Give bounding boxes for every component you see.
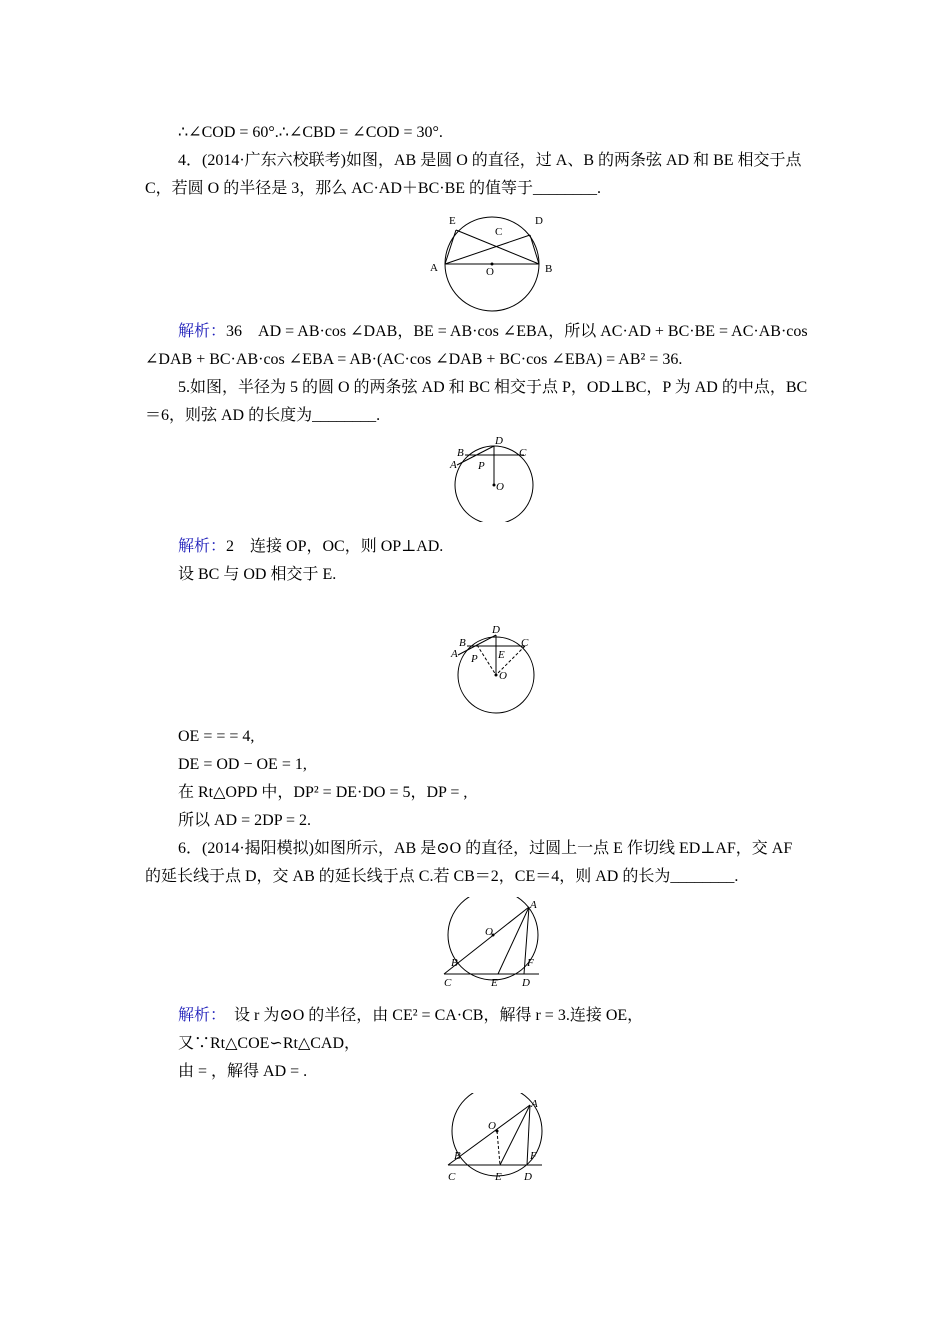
- solution-6-line-3: 由 = ，解得 AD = .: [178, 1063, 308, 1080]
- problem-5-line-2: ＝6，则弦 AD 的长度为________.: [145, 407, 381, 424]
- solution-5-line-2: 设 BC 与 OD 相交于 E.: [178, 566, 337, 583]
- solution-label: 解析：: [178, 538, 227, 555]
- figure-circle-chords-5: [445, 432, 540, 522]
- label-A: A: [450, 459, 457, 471]
- label-P: P: [478, 460, 485, 472]
- problem-6-line-1: 6．(2014·揭阳模拟)如图所示，AB 是⊙O 的直径，过圆上一点 E 作切线 ED⊥AF，交 AF: [178, 840, 793, 857]
- label-A: A: [430, 262, 438, 274]
- solution-4-line-1: [178, 322, 848, 342]
- text-line-1: ∴∠COD = 60°.∴∠CBD = ∠COD = 30°.: [178, 124, 443, 141]
- solution-5-line-3: OE = = = 4,: [178, 728, 255, 745]
- label-D: D: [522, 977, 530, 989]
- solution-label: 解析：: [178, 323, 227, 340]
- label-B: B: [454, 1150, 461, 1162]
- problem-4-line-1: 4．(2014·广东六校联考)如图，AB 是圆 O 的直径，过 A、B 的两条弦 AD 和 BE 相交于点: [178, 152, 802, 169]
- problem-5-line-1: 5.如图，半径为 5 的圆 O 的两条弦 AD 和 BC 相交于点 P，OD⊥BC，P 为 AD 的中点，BC: [178, 379, 808, 396]
- solution-4-text: 36 AD = AB·cos ∠DAB，BE = AB·cos ∠EBA，所以 AC·AD + BC·BE = AC·AB·cos: [226, 323, 808, 340]
- solution-6-line-1: [178, 1006, 848, 1026]
- label-O: O: [499, 670, 507, 682]
- solution-5-line-4: DE = OD − OE = 1,: [178, 756, 307, 773]
- label-F: F: [527, 957, 534, 969]
- label-A: A: [531, 1098, 538, 1110]
- label-A: A: [530, 899, 537, 911]
- label-A: A: [451, 648, 458, 660]
- figure-circle-chords-4: [425, 208, 560, 316]
- solution-5-line-5: 在 Rt△OPD 中，DP² = DE·DO = 5，DP = ,: [178, 784, 468, 801]
- label-C: C: [495, 226, 503, 238]
- label-B: B: [457, 447, 464, 459]
- label-C: C: [448, 1171, 456, 1183]
- label-O: O: [496, 481, 504, 493]
- label-E: E: [449, 215, 456, 227]
- label-C: C: [521, 637, 529, 649]
- problem-6-line-2: 的延长线于点 D，交 AB 的延长线于点 C.若 CB＝2，CE＝4，则 AD 的长为________.: [145, 868, 739, 885]
- label-D: D: [495, 435, 503, 447]
- solution-5-text: 2 连接 OP，OC，则 OP⊥AD.: [226, 538, 444, 555]
- label-O: O: [488, 1120, 496, 1132]
- label-P: P: [471, 653, 478, 665]
- label-B: B: [545, 263, 553, 275]
- label-E: E: [498, 649, 505, 661]
- solution-5-line-6: 所以 AD = 2DP = 2.: [178, 812, 312, 829]
- label-O: O: [485, 926, 493, 938]
- figure-tangent-6: [440, 897, 545, 992]
- label-E: E: [495, 1171, 502, 1183]
- label-O: O: [486, 266, 494, 278]
- figure-circle-chords-5-solution: [445, 622, 540, 714]
- solution-4-line-2: ∠DAB + BC·AB·cos ∠EBA = AB·(AC·cos ∠DAB + BC·cos ∠EBA) = AB² = 36.: [145, 351, 683, 368]
- solution-6-line-2: 又∵Rt△COE∽Rt△CAD，: [178, 1035, 361, 1052]
- figure-tangent-6-solution: [442, 1093, 547, 1188]
- label-D: D: [492, 624, 500, 636]
- solution-6-text: 设 r 为⊙O 的半径，由 CE² = CA·CB，解得 r = 3.连接 OE，: [218, 1007, 644, 1024]
- label-D: D: [535, 215, 543, 227]
- solution-label: 解析：: [178, 1007, 219, 1024]
- label-D: D: [524, 1171, 532, 1183]
- label-C: C: [444, 977, 452, 989]
- label-C: C: [519, 447, 527, 459]
- label-B: B: [451, 957, 458, 969]
- label-F: F: [530, 1150, 537, 1162]
- solution-5-line-1: [178, 537, 848, 557]
- label-E: E: [491, 977, 498, 989]
- label-B: B: [459, 637, 466, 649]
- problem-4-line-2: C，若圆 O 的半径是 3，那么 AC·AD＋BC·BE 的值等于________.: [145, 180, 602, 197]
